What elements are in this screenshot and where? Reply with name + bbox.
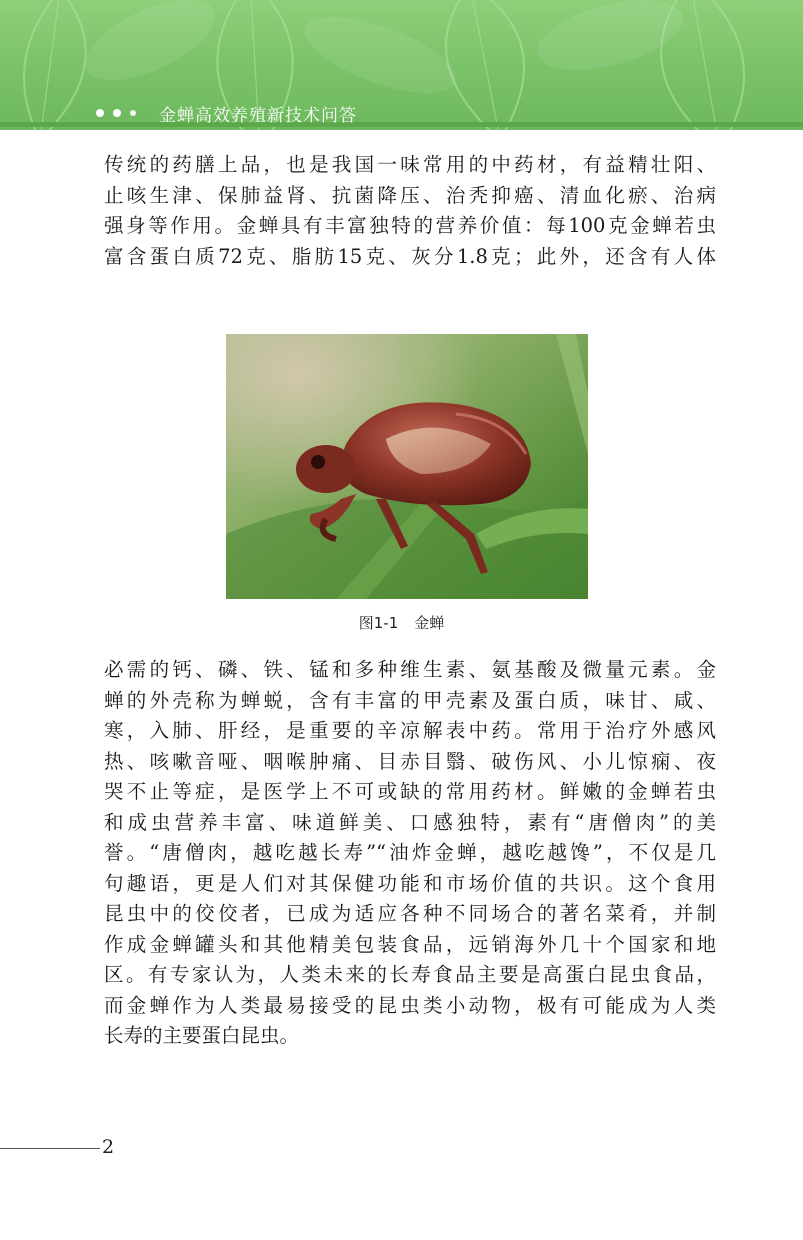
figure-label: 图1-1 [358, 614, 399, 632]
paragraph-2 [104, 655, 716, 1052]
running-head [96, 100, 357, 126]
text-line: 强身等作用。金蝉具有丰富独特的营养价值：每100克金蝉若虫 [104, 214, 716, 237]
text-line: 句趣语，更是人们对其保健功能和市场价值的共识。这个食用 [104, 871, 716, 895]
text-line: 蝉的外壳称为蝉蜕，含有丰富的甲壳素及蛋白质，味甘、咸、 [104, 688, 716, 712]
text-line: 而金蝉作为人类最易接受的昆虫类小动物，极有可能成为人类 [104, 993, 716, 1017]
text-line: 传统的药膳上品，也是我国一味常用的中药材，有益精壮阳、 [104, 153, 716, 176]
page-number: 2 [102, 1136, 115, 1158]
text-line: 誉。“唐僧肉，越吃越长寿”“油炸金蝉，越吃越馋”，不仅是几 [104, 841, 716, 864]
footer-rule [0, 1148, 100, 1149]
paragraph-1 [104, 150, 716, 272]
text-line: 区。有专家认为，人类未来的长寿食品主要是高蛋白昆虫食品， [104, 963, 716, 986]
dots-icon [96, 109, 145, 117]
text-line: 和成虫营养丰富、味道鲜美、口感独特，素有“唐僧肉”的美 [104, 810, 716, 834]
page-header-banner [0, 0, 803, 130]
text-line: 止咳生津、保肺益肾、抗菌降压、治秃抑癌、清血化瘀、治病 [104, 183, 716, 207]
text-line: 哭不止等症，是医学上不可或缺的常用药材。鲜嫩的金蝉若虫 [104, 780, 716, 803]
text-line: 富含蛋白质72克、脂肪15克、灰分1.8克；此外，还含有人体 [104, 244, 716, 268]
figure-caption [0, 612, 803, 633]
figure-title: 金蝉 [414, 614, 445, 632]
cicada-photo [226, 334, 588, 599]
text-line: 必需的钙、磷、铁、锰和多种维生素、氨基酸及微量元素。金 [104, 658, 716, 681]
text-line: 作成金蝉罐头和其他精美包装食品，远销海外几十个国家和地 [104, 932, 716, 956]
text-line: 寒，入肺、肝经，是重要的辛凉解表中药。常用于治疗外感风 [104, 719, 716, 742]
text-line: 昆虫中的佼佼者，已成为适应各种不同场合的著名菜肴，并制 [104, 902, 716, 925]
text-line: 长寿的主要蛋白昆虫。 [104, 1024, 300, 1047]
text-line: 热、咳嗽音哑、咽喉肿痛、目赤目翳、破伤风、小儿惊痫、夜 [104, 749, 716, 773]
book-title: 金蝉高效养殖新技术问答 [159, 105, 357, 126]
